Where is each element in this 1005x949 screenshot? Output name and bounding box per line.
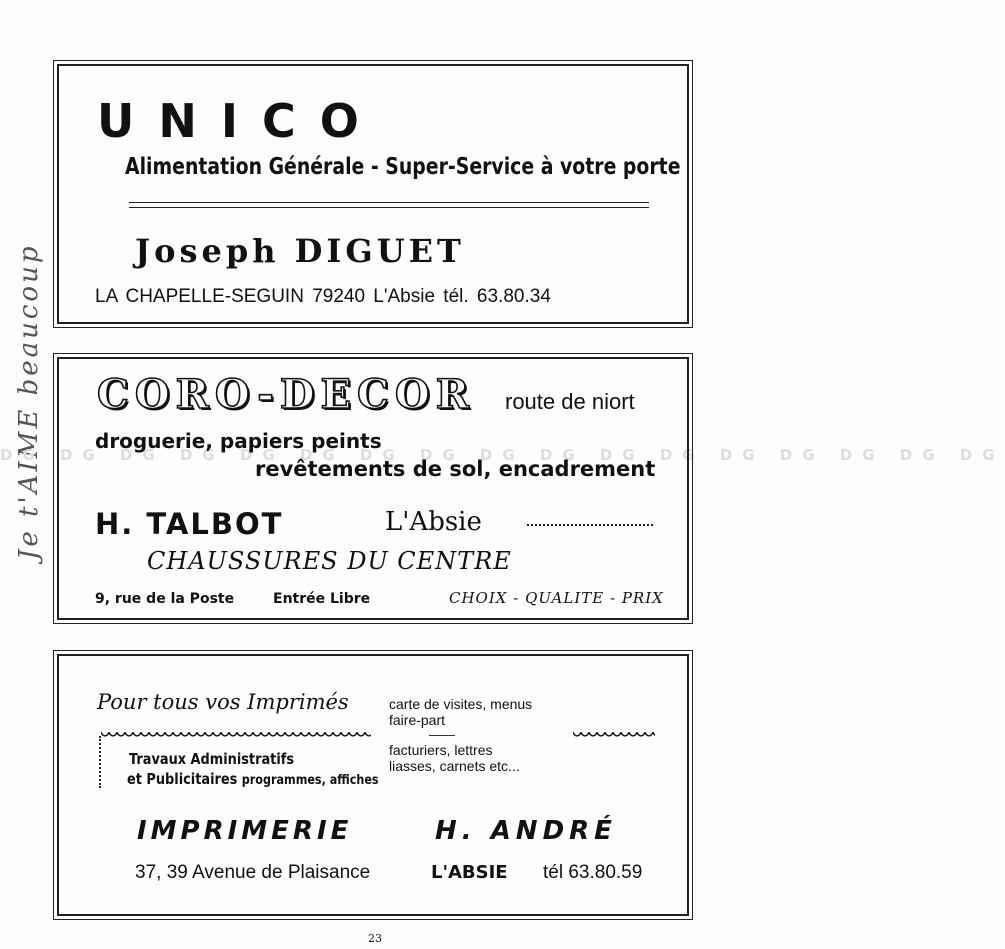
ad-owner: Joseph DIGUET [135, 232, 465, 270]
divider [429, 735, 455, 736]
ad-street: 37, 39 Avenue de Plaisance [135, 862, 371, 883]
ad-brand: CORO-DECOR [97, 371, 475, 418]
ad-entry: Entrée Libre [273, 591, 371, 607]
ad-coro-decor [57, 357, 689, 620]
wavy-rule [573, 732, 655, 740]
ad-motto: CHOIX - QUALITE - PRIX [449, 589, 664, 607]
ad-line-1: droguerie, papiers peints [95, 429, 382, 453]
ad-town: L'ABSIE [431, 862, 508, 883]
ad-brand: UNICO [97, 94, 383, 148]
ad-services-1 [389, 696, 532, 728]
service-item: facturiers, lettres [389, 742, 493, 758]
ad-line-2: revêtements de sol, encadrement [255, 457, 656, 481]
dotted-rule [527, 524, 653, 526]
ad-route: route de niort [505, 389, 635, 414]
ad-name: IMPRIMERIE [137, 816, 353, 846]
page-number: 23 [368, 932, 382, 945]
service-item: liasses, carnets etc... [389, 758, 520, 774]
brace-mark [99, 736, 105, 788]
ad-unico [57, 64, 689, 324]
service-item: faire-part [389, 712, 446, 728]
ad-tagline: Alimentation Générale - Super-Service à votre porte [125, 154, 681, 180]
divider [129, 202, 649, 208]
watermark: DG DG DG DG DG DG DG DG DG DG DG DG DG DG DG DG DG [0, 446, 1005, 464]
ad-owner: H. ANDRÉ [435, 816, 617, 846]
ad-services-2 [389, 742, 520, 774]
ad-work-2 [127, 770, 379, 788]
ad-tel: tél 63.80.59 [543, 862, 643, 883]
ad-address: LA CHAPELLE-SEGUIN 79240 L'Absie tél. 63.80.34 [95, 286, 551, 307]
wavy-rule [101, 732, 371, 740]
ad-work-2-small: programmes, affiches [241, 773, 379, 788]
ad-intro: Pour tous vos Imprimés [97, 690, 349, 714]
ad-town: L'Absie [385, 507, 482, 537]
ad-work-2-main: et Publicitaires [127, 770, 238, 788]
ad-street: 9, rue de la Poste [95, 591, 235, 607]
margin-handwriting: Je t'AIME beaucoup [14, 243, 44, 560]
service-item: carte de visites, menus [389, 696, 533, 712]
ad-owner: H. TALBOT [95, 507, 284, 541]
ad-work-1: Travaux Administratifs [129, 750, 295, 768]
ad-shop: CHAUSSURES DU CENTRE [147, 547, 512, 575]
ad-imprimerie [57, 654, 689, 916]
